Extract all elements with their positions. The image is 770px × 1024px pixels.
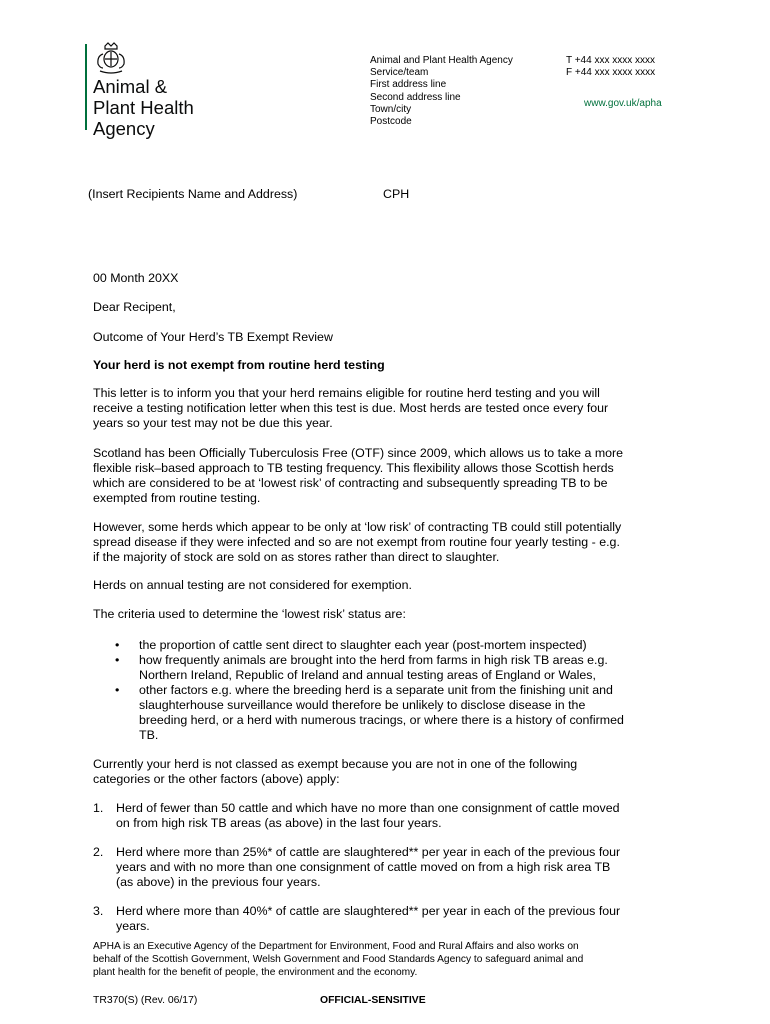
text-line: on from high risk TB areas (as above) in the last four years. xyxy=(116,816,442,830)
address-line: Animal and Plant Health Agency xyxy=(370,55,513,66)
fax: F +44 xxx xxxx xxxx xyxy=(566,67,656,79)
text-line: receive a testing notification letter when this test is due. Most herds are tested once every four xyxy=(93,401,609,415)
text-line: which are considered to be at ‘lowest risk’ of contracting and subsequently spreading TB to be xyxy=(93,476,608,490)
text-line: Herd where more than 40%* of cattle are slaughtered** per year in each of the previous four xyxy=(116,904,621,918)
text-line: (as above) in the previous four years. xyxy=(116,875,321,889)
category-item xyxy=(93,801,620,831)
text-line: categories or the other factors (above) apply: xyxy=(93,772,340,786)
footer-agency-note xyxy=(93,940,583,979)
text-line: the proportion of cattle sent direct to slaughter each year (post-mortem inspected) xyxy=(139,638,587,652)
letter-subject: Outcome of Your Herd’s TB Exempt Review xyxy=(93,330,333,344)
text-line: Herds on annual testing are not considered for exemption. xyxy=(93,578,412,592)
letter-heading: Your herd is not exempt from routine herd testing xyxy=(93,358,385,372)
text-line: years and with no more than one consignment of cattle moved on from a high risk area TB xyxy=(116,860,611,874)
recipient-placeholder: (Insert Recipients Name and Address) xyxy=(88,187,298,201)
category-item xyxy=(93,845,620,890)
agency-name-line: Animal & xyxy=(93,76,168,97)
text-line: Scotland has been Officially Tuberculosis Free (OTF) since 2009, which allows us to take a more xyxy=(93,446,624,460)
text-line: However, some herds which appear to be only at ‘low risk’ of contracting TB could still potentially xyxy=(93,520,622,534)
form-reference: TR370(S) (Rev. 06/17) xyxy=(93,995,198,1006)
classification-label: OFFICIAL-SENSITIVE xyxy=(320,995,426,1006)
text-line: Herd of fewer than 50 cattle and which have no more than one consignment of cattle moved xyxy=(116,801,620,815)
list-item xyxy=(93,653,624,683)
text-line: This letter is to inform you that your herd remains eligible for routine herd testing and you will xyxy=(93,386,600,400)
list-number: 1. xyxy=(93,801,104,815)
text-line: Northern Ireland, Republic of Ireland and annual testing areas of England or Wales, xyxy=(139,668,596,682)
category-item xyxy=(93,904,620,934)
text-line: how frequently animals are brought into the herd from farms in high risk TB areas e.g. xyxy=(139,653,608,667)
letter-date: 00 Month 20XX xyxy=(93,271,179,285)
agency-name-line: Plant Health xyxy=(93,97,194,118)
text-line: The criteria used to determine the ‘lowest risk’ status are: xyxy=(93,607,406,621)
address-line: Postcode xyxy=(370,116,412,128)
text-line: breeding herd, or a herd with numerous tracings, or where there is a history of confirmed xyxy=(139,713,624,727)
paragraph-criteria xyxy=(93,607,693,622)
text-line: spread disease if they were infected and so are not exempt from routine four yearly testing - e.g. xyxy=(93,535,620,549)
text-line: plant health for the benefit of people, the environment and the economy. xyxy=(93,967,418,978)
text-line: if the majority of stock are sold on as stores rather than direct to slaughter. xyxy=(93,550,500,564)
sender-address xyxy=(370,55,513,128)
salutation: Dear Recipent, xyxy=(93,300,176,314)
criteria-list xyxy=(93,638,624,743)
text-line: Currently your herd is not classed as exempt because you are not in one of the following xyxy=(93,757,578,771)
address-line: Service/team xyxy=(370,67,429,79)
bullet-icon: • xyxy=(115,638,120,652)
text-line: slaughterhouse surveillance would therefore be unlikely to disclose disease in the xyxy=(139,698,586,712)
text-line: APHA is an Executive Agency of the Department for Environment, Food and Rural Affairs and also works on xyxy=(93,941,579,952)
text-line: behalf of the Scottish Government, Welsh Government and Food Standards Agency to safeguard animal and xyxy=(93,954,584,965)
address-line: First address line xyxy=(370,79,447,91)
address-line: Second address line xyxy=(370,91,461,103)
text-line: exempted from routine testing. xyxy=(93,491,261,505)
text-line: flexible risk–based approach to TB testing frequency. This flexibility allows those Scottish herds xyxy=(93,461,614,475)
list-item xyxy=(93,638,624,653)
telephone: T +44 xxx xxxx xxxx xyxy=(566,55,656,66)
contact-numbers xyxy=(566,55,655,79)
agency-name-line: Agency xyxy=(93,118,155,139)
paragraph-annual xyxy=(93,578,693,593)
list-item xyxy=(93,683,624,743)
paragraph-otf xyxy=(93,446,693,506)
paragraph-current-status xyxy=(93,757,693,787)
agency-logo-text xyxy=(93,76,194,139)
text-line: years so your test may not be due this year. xyxy=(93,416,333,430)
text-line: TB. xyxy=(139,728,159,742)
bullet-icon: • xyxy=(115,683,120,697)
list-number: 2. xyxy=(93,845,104,859)
text-line: years. xyxy=(116,919,150,933)
cph-label: CPH xyxy=(383,187,410,201)
paragraph-intro xyxy=(93,386,693,431)
text-line: other factors e.g. where the breeding herd is a separate unit from the finishing unit and xyxy=(139,683,613,697)
bullet-icon: • xyxy=(115,653,120,667)
list-number: 3. xyxy=(93,904,104,918)
paragraph-low-risk xyxy=(93,520,693,565)
logo-bar xyxy=(85,44,87,130)
website-link[interactable]: www.gov.uk/apha xyxy=(584,98,662,109)
royal-crest-icon xyxy=(94,42,128,74)
address-line: Town/city xyxy=(370,103,412,115)
text-line: Herd where more than 25%* of cattle are slaughtered** per year in each of the previous four xyxy=(116,845,621,859)
